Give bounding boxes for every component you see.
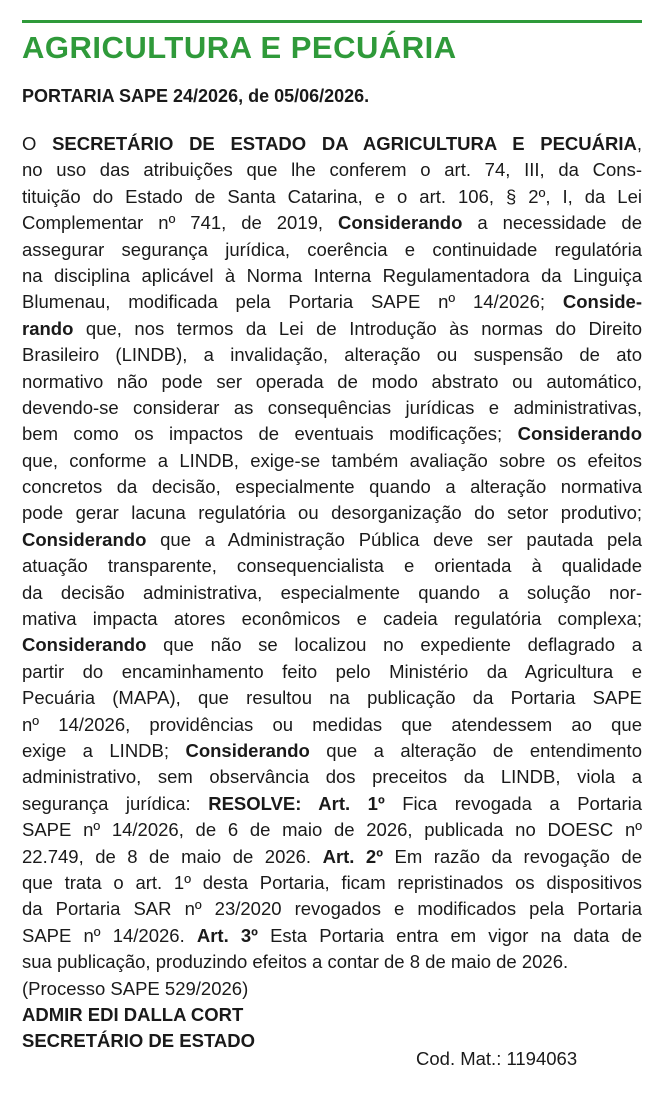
body-text [22,131,642,1002]
body-line [22,844,642,870]
body-line [22,421,642,447]
body-line [22,632,642,658]
body-line [22,210,642,236]
text-run: Blumenau, modificada pela Portaria SAPE nº 14/2026; [22,291,563,313]
text-run: que, nos termos da Lei de Introdução às normas do Direito [73,317,642,339]
body-line [22,685,642,711]
text-run: SAPE nº 14/2026, de 6 de maio de 2026, publicada no DOESC nº [22,819,642,841]
text-run: nº 14/2026, providências ou medidas que atendessem ao que [22,713,642,735]
text-run: da decisão administrativa, especialmente quando a solução nor- [22,581,642,603]
body-line [22,817,642,843]
text-run: assegurar segurança jurídica, coerência e continuidade regulatória [22,238,642,260]
bold-term: RESOLVE: Art. 1º [208,792,385,814]
bold-term: rando [22,317,74,339]
text-run: O [22,133,53,154]
text-run: normativo não pode ser operada de modo abstrato ou automático, [22,370,642,392]
text-run: 22.749, de 8 de maio de 2026. [22,845,323,867]
text-run: no uso das atribuições que lhe conferem o art. 74, III, da Cons- [22,159,642,181]
text-run: que não se localizou no expediente deflagrado a [146,634,642,656]
bold-term: Considerando [22,528,147,550]
text-run: , [636,133,642,154]
body-line [22,896,642,922]
text-run: da Portaria SAR nº 23/2020 revogados e modificados pela Portaria [22,898,642,920]
text-run: sua publicação, produzindo efeitos a contar de 8 de maio de 2026. [22,951,569,973]
text-run: bem como os impactos de eventuais modificações; [22,423,518,445]
section-title: AGRICULTURA E PECUÁRIA [22,30,457,65]
text-run: Complementar nº 741, de 2019, [22,212,339,234]
text-run: pode gerar lacuna regulatória ou desorganização do setor produtivo; [22,502,642,524]
body-line [22,949,642,975]
registration-code: Cod. Mat.: 1194063 [416,1048,578,1069]
body-line [22,131,642,157]
body-line [22,791,642,817]
text-run: concretos da decisão, especialmente quando a alteração normativa [22,476,642,498]
text-run: Brasileiro (LINDB), a invalidação, alteração ou suspensão de ato [22,344,642,366]
text-run: devendo-se considerar as consequências jurídicas e administrativas, [22,396,642,418]
bold-term: Considerando [338,212,463,234]
body-line [22,342,642,368]
body-line [22,870,642,896]
text-run: que trata o art. 1º desta Portaria, ficam repristinados os dispositivos [22,871,642,893]
body-line [22,369,642,395]
bold-term: Conside- [562,291,642,313]
bold-term: Considerando [517,423,642,445]
body-line [22,976,642,1002]
portaria-heading: PORTARIA SAPE 24/2026, de 05/06/2026. [22,86,370,106]
text-run: atuação transparente, consequencialista e orientada à qualidade [22,555,642,577]
bold-term: Art. 2º [322,845,383,867]
body-line [22,395,642,421]
body-line [22,157,642,183]
bold-term: Considerando [185,739,310,761]
body-line [22,527,642,553]
signatory-title: SECRETÁRIO DE ESTADO [22,1030,255,1052]
text-run: que, conforme a LINDB, exige-se também avaliação sobre os efeitos [22,449,642,471]
text-run: Em razão da revogação de [382,845,643,867]
body-line [22,500,642,526]
text-run: Fica revogada a Portaria [384,792,642,814]
text-run: SAPE nº 14/2026. [22,924,197,946]
body-line [22,659,642,685]
bold-term: SECRETÁRIO DE ESTADO DA AGRICULTURA E PECUÁRIA [52,133,637,154]
top-rule [22,20,642,23]
portaria-body [22,131,642,1055]
body-line [22,712,642,738]
body-line [22,474,642,500]
text-run: a necessidade de [462,212,642,234]
bold-term: Art. 3º [196,924,258,946]
body-line [22,738,642,764]
body-line [22,289,642,315]
body-line [22,263,642,289]
text-run: na disciplina aplicável à Norma Interna Regulamentadora da Linguiça [22,264,642,286]
body-line [22,606,642,632]
body-line [22,184,642,210]
body-line [22,448,642,474]
text-run: tituição do Estado de Santa Catarina, e o art. 106, § 2º, I, da Lei [22,185,642,207]
body-line [22,237,642,263]
text-run: administrativo, sem observância dos preceitos da LINDB, viola a [22,766,642,788]
body-line [22,316,642,342]
text-run: segurança jurídica: [22,792,209,814]
text-run: Pecuária (MAPA), que resultou na publicação da Portaria SAPE [22,687,642,709]
body-line [22,553,642,579]
text-run: exige a LINDB; [22,739,186,761]
text-run: que a Administração Pública deve ser pautada pela [146,528,642,550]
body-line [22,923,642,949]
signatory-name: ADMIR EDI DALLA CORT [22,1003,244,1025]
body-line [22,764,642,790]
text-run: (Processo SAPE 529/2026) [22,977,249,999]
text-run: Esta Portaria entra em vigor na data de [257,924,643,946]
text-run: que a alteração de entendimento [309,739,642,761]
text-run: partir do encaminhamento feito pelo Ministério da Agricultura e [22,660,642,682]
text-run: mativa impacta atores econômicos e cadeia regulatória complexa; [22,608,642,630]
bold-term: Considerando [22,634,147,656]
body-line [22,580,642,606]
